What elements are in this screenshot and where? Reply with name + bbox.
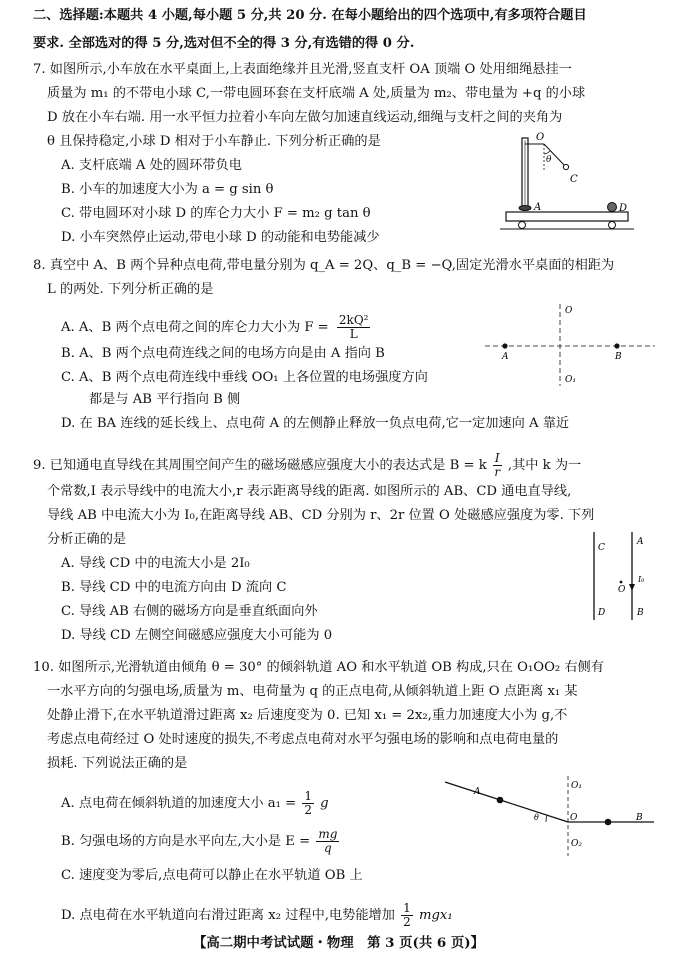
q10-stem-line5: 损耗. 下列说法正确的是 [47, 756, 188, 771]
q10-track-figure [440, 772, 660, 857]
q7-label-o: O [536, 132, 545, 143]
q9-label-b: B [637, 608, 644, 618]
q10-label-a: A [474, 787, 481, 797]
q10-option-b-text: B. 匀强电场的方向是水平向左,大小是 E = [61, 834, 311, 849]
q9-label-c: C [598, 543, 605, 553]
q10-option-d-text: D. 点电荷在水平轨道向右滑过距离 x₂ 过程中,电势能增加 [61, 908, 395, 923]
q7-option-b: B. 小车的加速度大小为 a = g sin θ [61, 182, 274, 197]
q7-option-a: A. 支杆底端 A 处的圆环带负电 [61, 158, 242, 173]
q7-option-d: D. 小车突然停止运动,带电小球 D 的动能和电势能减少 [61, 230, 380, 245]
q10-option-a-post: g [320, 796, 329, 811]
q10-b-fraction [316, 828, 339, 855]
q9-fraction [493, 452, 502, 479]
q7-option-c: C. 带电圆环对小球 D 的库仑力大小 F = m₂ g tan θ [61, 206, 371, 221]
q8-option-a [61, 314, 370, 341]
q9-stem-line1-post: ,其中 k 为一 [507, 458, 582, 473]
q9-fraction-den: r [494, 465, 501, 479]
q8-option-c-cont: 都是与 AB 平行指向 B 侧 [89, 392, 241, 407]
q9-stem-line3: 导线 AB 中电流大小为 I₀,在距离导线 AB、CD 分别为 r、2r 位置 O 处磁感应强度为零. 下列 [47, 508, 595, 523]
section-header-line1: 二、选择题:本题共 4 小题,每小题 5 分,共 20 分. 在每小题给出的四个选项中,有多项符合题目 [33, 8, 587, 23]
q9-label-o: O [618, 585, 626, 595]
q10-label-o: O [570, 813, 578, 823]
q10-option-d [61, 902, 453, 929]
q10-label-b: B [636, 813, 643, 823]
q8-label-o1: O₁ [565, 375, 576, 385]
q10-option-c: C. 速度变为零后,点电荷可以静止在水平轨道 OB 上 [61, 868, 363, 883]
q10-b-fraction-num: mg [318, 827, 338, 841]
q10-stem-line1: 10. 如图所示,光滑轨道由倾角 θ = 30° 的倾斜轨道 AO 和水平轨道 OB 构成,只在 O₁OO₂ 右侧有 [33, 660, 604, 675]
q9-stem-line1 [33, 452, 581, 479]
q7-label-d: D [619, 203, 628, 214]
q7-stem-line4: θ 且保持稳定,小球 D 相对于小车静止. 下列分析正确的是 [47, 134, 381, 149]
q10-d-fraction-den: 2 [403, 915, 411, 929]
q7-stem-line3: D 放在小车右端. 用一水平恒力拉着小车向左做匀加速直线运动,细绳与支杆之间的夹角为 [47, 110, 563, 125]
q9-stem-line1-text: 9. 已知通电直导线在其周围空间产生的磁场磁感应强度大小的表达式是 B = k [33, 458, 487, 473]
q10-b-fraction-den: q [324, 841, 332, 855]
q10-stem-line3: 处静止滑下,在水平轨道滑过距离 x₂ 后速度变为 0. 已知 x₁ = 2x₂,重力加速度大小为 g,不 [47, 708, 568, 723]
q9-option-b: B. 导线 CD 中的电流方向由 D 流向 C [61, 580, 287, 595]
q9-option-a: A. 导线 CD 中的电流大小是 2I₀ [61, 556, 250, 571]
q10-option-d-post: mgx₁ [418, 908, 453, 923]
q7-stem-line1: 7. 如图所示,小车放在水平桌面上,上表面绝缘并且光滑,竖直支杆 OA 顶端 O 处用细绳悬挂一 [33, 62, 572, 77]
q7-label-c: C [570, 174, 578, 185]
q9-wires-figure [590, 530, 650, 622]
q10-a-fraction-den: 2 [304, 803, 312, 817]
q8-fraction-den: L [349, 327, 358, 341]
q10-option-b [61, 828, 341, 855]
q9-fraction-num: I [494, 451, 500, 465]
q10-stem-line4: 考虑点电荷经过 O 处时速度的损失,不考虑点电荷对水平匀强电场的影响和点电荷电量的 [47, 732, 559, 747]
q8-stem-line2: L 的两处. 下列分析正确的是 [47, 282, 214, 297]
q8-fraction-num: 2kQ² [338, 313, 369, 327]
q7-label-a: A [534, 202, 542, 213]
q9-label-a: A [637, 537, 644, 547]
q10-d-fraction [401, 902, 413, 929]
q10-stem-line2: 一水平方向的匀强电场,质量为 m、电荷量为 q 的正点电荷,从倾斜轨道上距 O 点距离 x₁ 某 [47, 684, 578, 699]
q9-option-c: C. 导线 AB 右侧的磁场方向是垂直纸面向外 [61, 604, 318, 619]
page-footer: 【高二期中考试试题・物理 第 3 页(共 6 页)】 [193, 935, 484, 951]
q8-stem-line1: 8. 真空中 A、B 两个异种点电荷,带电量分别为 q_A = 2Q、q_B = −Q,固定光滑水平桌面的相距为 [33, 258, 615, 273]
q10-d-fraction-num: 1 [403, 901, 411, 915]
q10-label-o2: O₂ [571, 839, 582, 849]
q9-label-d: D [598, 608, 606, 618]
q10-label-o1: O₁ [571, 781, 582, 791]
q8-label-o: O [565, 306, 573, 316]
section-header-line2: 要求. 全部选对的得 5 分,选对但不全的得 3 分,有选错的得 0 分. [33, 36, 415, 51]
q8-option-c: C. A、B 两个点电荷连线中垂线 OO₁ 上各位置的电场强度方向 [61, 370, 428, 385]
q7-cart-figure [500, 130, 640, 235]
q8-fraction [337, 314, 371, 341]
q8-option-b: B. A、B 两个点电荷连线之间的电场方向是由 A 指向 B [61, 346, 385, 361]
q7-label-theta: θ [546, 155, 552, 165]
q8-option-d: D. 在 BA 连线的延长线上、点电荷 A 的左侧静止释放一负点电荷,它一定加速向 A 靠近 [61, 416, 570, 431]
q10-option-a-text: A. 点电荷在倾斜轨道的加速度大小 a₁ = [61, 796, 297, 811]
q10-a-fraction-num: 1 [304, 789, 312, 803]
q8-charges-figure [485, 302, 660, 387]
q9-stem-line2: 个常数,I 表示导线中的电流大小,r 表示距离导线的距离. 如图所示的 AB、CD 通电直导线, [47, 484, 572, 499]
q8-label-a: A [502, 352, 509, 362]
q8-option-a-text: A. A、B 两个点电荷之间的库仑力大小为 F = [61, 320, 329, 335]
q8-label-b: B [615, 352, 622, 362]
q7-stem-line2: 质量为 m₁ 的不带电小球 C,一带电圆环套在支杆底端 A 处,质量为 m₂、带电量为 +q 的小球 [47, 86, 586, 101]
q10-a-fraction [302, 790, 314, 817]
q9-option-d: D. 导线 CD 左侧空间磁感应强度大小可能为 0 [61, 628, 333, 643]
q10-label-theta: θ [534, 813, 539, 822]
q9-stem-line4: 分析正确的是 [47, 532, 127, 547]
q10-option-a [61, 790, 329, 817]
q9-label-i0: I₀ [638, 575, 645, 584]
